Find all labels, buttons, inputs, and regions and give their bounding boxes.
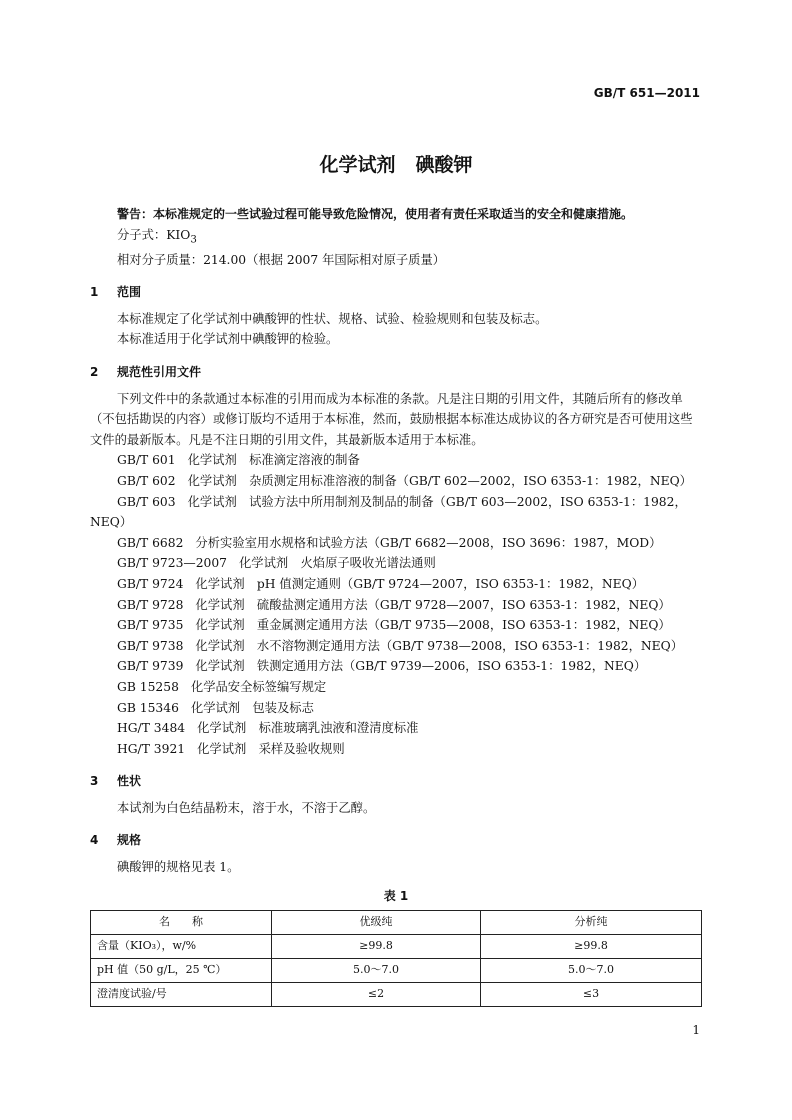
section-number: 4 [90, 833, 99, 848]
reference-text: 化学试剂 pH 值测定通则（GB/T 9724—2007，ISO 6353-1：1982，NEQ） [195, 576, 645, 591]
reference-code: GB/T 9738 [117, 638, 184, 653]
table-header-row [91, 911, 702, 935]
table-cell: 含量（KIO₃），w/% [91, 935, 272, 959]
reference-code: GB/T 9735 [117, 618, 184, 633]
reference-item [90, 574, 702, 595]
table-header-cell: 优级纯 [272, 911, 481, 935]
table-cell: ≤3 [481, 983, 702, 1007]
reference-text: 化学试剂 重金属测定通用方法（GB/T 9735—2008，ISO 6353-1：1982，NEQ） [195, 618, 671, 633]
formula-label: 分子式： [117, 227, 167, 242]
reference-code: GB/T 9723—2007 [117, 556, 227, 571]
reference-code: GB/T 9724 [117, 576, 184, 591]
spec-table [90, 910, 702, 1007]
section-number: 3 [90, 774, 99, 789]
reference-item [90, 450, 702, 471]
reference-text: 化学试剂 杂质测定用标准溶液的制备（GB/T 602—2002，ISO 6353-1：1982，NEQ） [187, 473, 692, 488]
reference-item [90, 533, 702, 554]
reference-item [90, 553, 702, 574]
reference-item [90, 718, 702, 739]
section-number: 1 [90, 285, 99, 300]
reference-item [90, 739, 702, 760]
reference-item [90, 636, 702, 657]
section-heading-4 [90, 830, 702, 851]
title-part-1: 化学试剂 [319, 154, 396, 176]
reference-text: 化学试剂 包装及标志 [190, 700, 314, 715]
reference-item [90, 656, 702, 677]
reference-code: HG/T 3484 [117, 721, 186, 736]
table-title: 表 1 [383, 888, 409, 903]
paragraph: 下列文件中的条款通过本标准的引用而成为本标准的条款。凡是注日期的引用文件，其随后所有的修改单（不包括勘误的内容）或修订版均不适用于本标准，然而，鼓励根据本标准达成协议的各方研究是否可使用这些文件的最新版本。凡是不注日期的引用文件，其最新版本适用于本标准。 [90, 391, 693, 447]
section-title: 性状 [117, 774, 142, 789]
safety-warning: 警告：本标准规定的一些试验过程可能导致危险情况，使用者有责任采取适当的安全和健康措施。 [117, 207, 634, 221]
section-heading-2 [90, 362, 702, 383]
reference-text: 化学品安全标签编写规定 [190, 679, 327, 694]
reference-text: 化学试剂 标准滴定溶液的制备 [187, 453, 360, 468]
reference-item [90, 677, 702, 698]
table-cell: ≥99.8 [481, 935, 702, 959]
reference-code: GB/T 602 [117, 473, 176, 488]
table-row [91, 959, 702, 983]
table-cell: 5.0～7.0 [481, 959, 702, 983]
page-title [0, 150, 792, 177]
reference-code: GB/T 9728 [117, 597, 184, 612]
reference-item [90, 615, 702, 636]
reference-text: 化学试剂 火焰原子吸收光谱法通则 [239, 556, 436, 571]
paragraph: 碘酸钾的规格见表 1。 [117, 860, 240, 875]
reference-code: GB 15258 [117, 679, 179, 694]
section-number: 2 [90, 365, 99, 380]
reference-item [90, 595, 702, 616]
table-cell: 澄清度试验/号 [91, 983, 272, 1007]
title-part-2: 碘酸钾 [415, 154, 473, 176]
page-number: 1 [692, 1023, 700, 1037]
reference-code: GB 15346 [117, 700, 179, 715]
standard-code: GB/T 651—2011 [593, 86, 700, 100]
formula-value: KIO [166, 227, 191, 242]
reference-text: 化学试剂 试验方法中所用制剂及制品的制备（GB/T 603—2002，ISO 6353-1：1982，NEQ） [90, 494, 687, 530]
section-heading-1 [90, 282, 702, 303]
section-title: 规格 [117, 833, 142, 848]
paragraph: 本标准适用于化学试剂中碘酸钾的检验。 [117, 332, 339, 347]
paragraph: 本标准规定了化学试剂中碘酸钾的性状、规格、试验、检验规则和包装及标志。 [117, 311, 548, 326]
reference-text: 化学试剂 硫酸盐测定通用方法（GB/T 9728—2007，ISO 6353-1：1982，NEQ） [195, 597, 671, 612]
reference-text: 化学试剂 标准玻璃乳浊液和澄清度标准 [197, 721, 419, 736]
reference-text: 化学试剂 采样及验收规则 [197, 741, 345, 756]
reference-text: 化学试剂 铁测定通用方法（GB/T 9739—2006，ISO 6353-1：1982，NEQ） [195, 659, 647, 674]
table-cell: ≥99.8 [272, 935, 481, 959]
table-cell: pH 值（50 g/L，25 ℃） [91, 959, 272, 983]
table-header-cell: 分析纯 [481, 911, 702, 935]
reference-code: GB/T 6682 [117, 535, 184, 550]
table-cell: ≤2 [272, 983, 481, 1007]
formula-subscript: 3 [190, 233, 197, 246]
table-row [91, 983, 702, 1007]
reference-item [90, 698, 702, 719]
table-header-cell: 名 称 [91, 911, 272, 935]
section-heading-3 [90, 771, 702, 792]
reference-code: HG/T 3921 [117, 741, 186, 756]
table-cell: 5.0～7.0 [272, 959, 481, 983]
reference-text: 分析实验室用水规格和试验方法（GB/T 6682—2008，ISO 3696：1987，MOD） [195, 535, 662, 550]
reference-text: 化学试剂 水不溶物测定通用方法（GB/T 9738—2008，ISO 6353-1：1982，NEQ） [195, 638, 684, 653]
reference-code: GB/T 9739 [117, 659, 184, 674]
paragraph: 本试剂为白色结晶粉末，溶于水，不溶于乙醇。 [117, 800, 376, 815]
table-row [91, 935, 702, 959]
reference-item [90, 492, 702, 533]
molecular-mass: 相对分子质量：214.00（根据 2007 年国际相对原子质量） [117, 252, 446, 267]
section-title: 规范性引用文件 [117, 365, 202, 380]
section-title: 范围 [117, 285, 142, 300]
reference-item [90, 471, 702, 492]
reference-code: GB/T 603 [117, 494, 176, 509]
document-body [90, 204, 702, 1007]
reference-code: GB/T 601 [117, 453, 176, 468]
molecular-formula [90, 225, 702, 250]
